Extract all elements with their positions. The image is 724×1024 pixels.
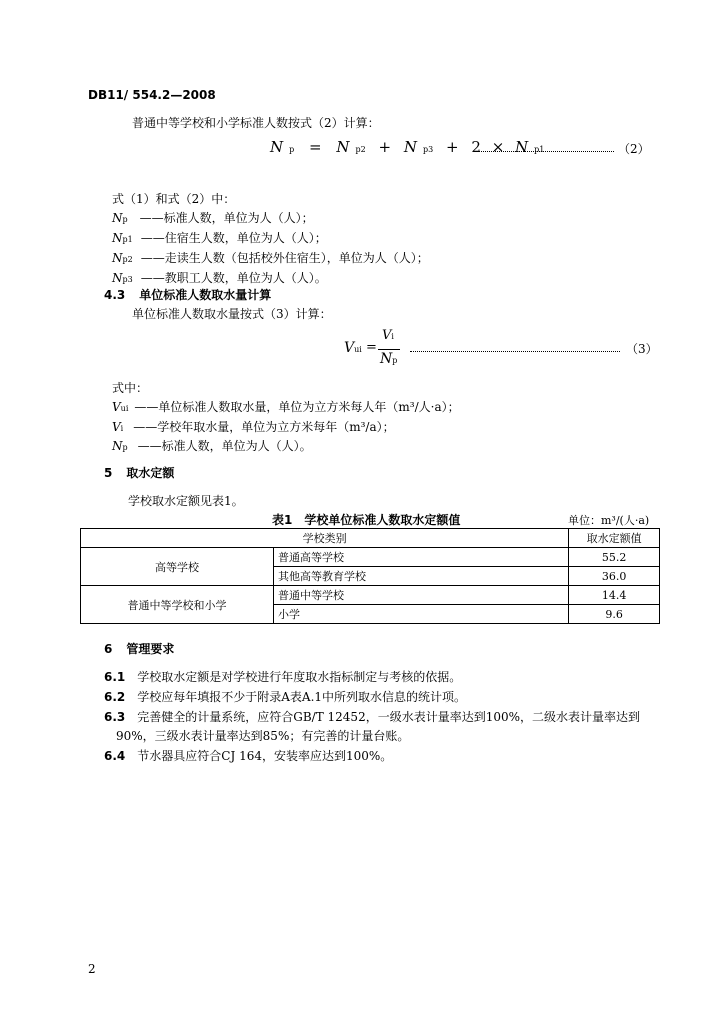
where-12: 式（1）和式（2）中： [112,192,236,206]
doc-number: DB11/ 554.2—2008 [88,88,216,102]
table1 [80,528,660,624]
def-np-3: Np ——标准人数，单位为人（人）。 [112,439,312,453]
formula3-number: （3） [626,342,658,356]
section-5-text: 学校取水定额见表1。 [128,494,244,508]
def-np2: Np2 ——走读生人数（包括校外住宿生），单位为人（人）； [112,251,429,265]
item-6-2: 6.2 学校应每年填报不少于附录A表A.1中所列取水信息的统计项。 [104,690,467,704]
table-row [81,586,660,605]
section-43-heading: 4.3 单位标准人数取水量计算 [104,288,272,302]
header-category: 学校类别 [81,529,569,548]
formula2: Np = N p2 + N p3 + 2 × N p1 [270,138,545,156]
section-5-heading: 5 取水定额 [104,466,175,480]
group-higher-education: 高等学校 [81,548,274,586]
row-type: 其他高等教育学校 [274,567,569,586]
formula3-intro: 单位标准人数取水量按式（3）计算： [132,307,332,321]
def-vui: Vui ——单位标准人数取水量，单位为立方米每人年（m³/人·a）； [112,400,460,414]
formula3-leader [410,340,620,354]
formula2-intro: 普通中等学校和小学标准人数按式（2）计算： [132,116,380,130]
row-type: 普通高等学校 [274,548,569,567]
row-value: 36.0 [569,567,660,586]
row-value: 9.6 [569,605,660,624]
row-value: 55.2 [569,548,660,567]
table-header-row [81,529,660,548]
formula2-number: （2） [618,142,650,156]
where-3: 式中： [112,381,149,395]
header-value: 取水定额值 [569,529,660,548]
item-6-4: 6.4 节水器具应符合CJ 164，安装率应达到100%。 [104,749,393,763]
formula3: Vui = Vi Np [344,327,404,373]
def-vi: Vi ——学校年取水量，单位为立方米每年（m³/a）； [112,420,395,434]
def-np3: Np3 ——教职工人数，单位为人（人）。 [112,271,327,285]
item-6-3-cont: 90%，三级水表计量率达到85%；有完善的计量台账。 [116,729,410,743]
row-type: 小学 [274,605,569,624]
table1-caption: 表1 学校单位标准人数取水定额值 [272,513,461,527]
group-secondary-primary: 普通中等学校和小学 [81,586,274,624]
row-type: 普通中等学校 [274,586,569,605]
row-value: 14.4 [569,586,660,605]
formula2-leader [474,140,614,154]
section-6-heading: 6 管理要求 [104,642,175,656]
table-row [81,548,660,567]
page-number: 2 [88,962,96,976]
table1-unit: 单位：m³/(人·a) [568,514,650,527]
def-np1: Np1 ——住宿生人数，单位为人（人）； [112,231,327,245]
item-6-3: 6.3 完善健全的计量系统，应符合GB/T 12452，一级水表计量率达到100%，二级水表计量率达到 [104,710,641,724]
item-6-1: 6.1 学校取水定额是对学校进行年度取水指标制定与考核的依据。 [104,670,462,684]
def-np: Np ——标准人数，单位为人（人）； [112,211,314,225]
